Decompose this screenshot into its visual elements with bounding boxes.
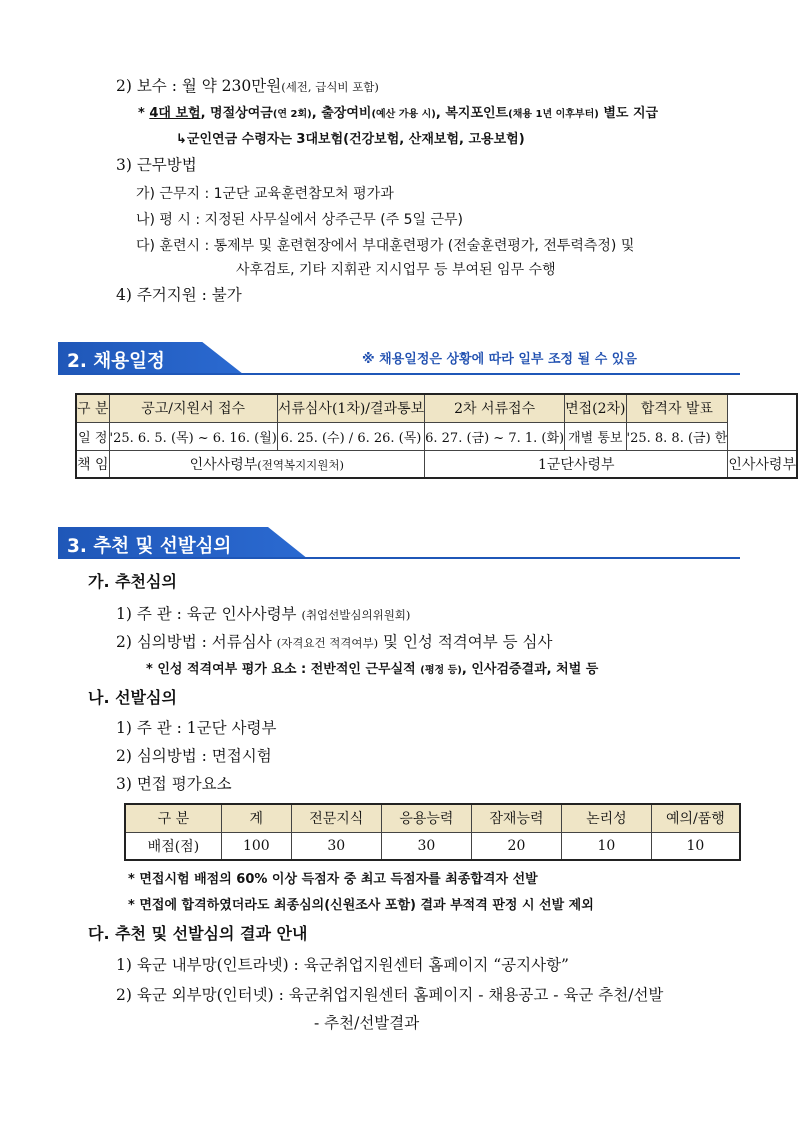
schedule-header-cell: 공고/지원서 접수 <box>109 394 277 422</box>
score-header-cell: 구 분 <box>125 804 221 832</box>
recommend-method-main: 2) 심의방법 : 서류심사 <box>116 633 277 651</box>
result-internet: 2) 육군 외부망(인터넷) : 육군취업지원센터 홈페이지 - 채용공고 - 육군 추천/선발 <box>116 986 664 1004</box>
recommend-organizer-note: (취업선발심의위원회) <box>301 608 411 622</box>
score-row <box>125 832 740 860</box>
score-label: 배점(점) <box>125 832 221 860</box>
schedule-dates-label: 일 정 <box>76 422 109 450</box>
pay-subnote: ↳군인연금 수령자는 3대보험(건강보험, 산재보험, 고용보험) <box>176 132 525 147</box>
work-normal: 나) 평 시 : 지정된 사무실에서 상주근무 (주 5일 근무) <box>136 212 464 228</box>
selection-criteria-title: 3) 면접 평가요소 <box>116 775 232 793</box>
pay-note-travel-detail: (예산 가용 시) <box>371 109 436 120</box>
recommend-method-note: (자격요건 적격여부) <box>276 636 379 650</box>
pay-note-travel: , 출장여비 <box>311 106 372 121</box>
section2-note: ※ 채용일정은 상황에 따라 일부 조정 될 수 있음 <box>362 352 637 367</box>
selection-title: 나. 선발심의 <box>88 688 177 707</box>
section3-header <box>58 527 308 559</box>
recommend-star-detail: (평정 등) <box>420 665 462 676</box>
work-title: 3) 근무방법 <box>116 156 197 174</box>
score-cell: 30 <box>381 832 471 860</box>
section2-header <box>58 342 243 374</box>
pay-note-insurance: 4대 보험 <box>149 106 201 121</box>
schedule-header-cell: 면접(2차) <box>565 394 626 422</box>
selection-organizer: 1) 주 관 : 1군단 사령부 <box>116 719 277 737</box>
score-header-cell: 계 <box>221 804 291 832</box>
score-table <box>124 803 741 861</box>
schedule-owner-1: 인사사령부 <box>189 456 258 473</box>
score-cell: 30 <box>291 832 381 860</box>
schedule-header-cell: 합격자 발표 <box>626 394 728 422</box>
pay-note-bonus-detail: (연 2회) <box>272 109 312 120</box>
work-place: 가) 근무지 : 1군단 교육훈련참모처 평가과 <box>136 186 394 202</box>
score-header-cell: 잠재능력 <box>471 804 561 832</box>
schedule-header-cell: 2차 서류접수 <box>425 394 565 422</box>
schedule-owner-1-note: (전역복지지원처) <box>257 457 344 472</box>
housing: 4) 주거지원 : 불가 <box>116 286 242 304</box>
recommend-star-note <box>146 660 598 681</box>
schedule-header-cell: 서류심사(1차)/결과통보 <box>277 394 424 422</box>
selection-note-2: * 면접에 합격하였더라도 최종심의(신원조사 포함) 결과 부적격 판정 시 선발 제외 <box>128 898 594 913</box>
score-cell: 20 <box>471 832 561 860</box>
pay-note-welfare: , 복지포인트 <box>435 106 509 121</box>
work-training-2: 사후검토, 기타 지휘관 지시업무 등 부여된 임무 수행 <box>236 262 556 278</box>
pay-note-welfare-detail: (채용 1년 이후부터) <box>508 109 599 120</box>
pay-note-separate: 별도 지급 <box>598 106 659 121</box>
schedule-dates-row <box>76 422 797 450</box>
schedule-table <box>75 393 798 479</box>
score-cell: 100 <box>221 832 291 860</box>
section3-title: 3. 추천 및 선발심의 <box>67 536 232 557</box>
pay-note-prefix: * <box>138 106 150 121</box>
pay-label: 2) 보수 : 월 약 230만원 <box>116 77 282 95</box>
section3-rule <box>58 557 740 559</box>
score-header-cell: 전문지식 <box>291 804 381 832</box>
recommend-method-tail: 및 인성 적격여부 등 심사 <box>378 633 553 651</box>
recommend-organizer <box>116 604 410 625</box>
recommend-star-tail: , 인사검증결과, 처벌 등 <box>461 662 599 677</box>
score-cell: 10 <box>651 832 740 860</box>
score-cell: 10 <box>561 832 651 860</box>
pay-note <box>138 104 658 125</box>
schedule-owner-label: 책 임 <box>76 450 109 478</box>
result-intranet: 1) 육군 내부망(인트라넷) : 육군취업지원센터 홈페이지 “공지사항” <box>116 956 569 974</box>
score-header-row <box>125 804 740 832</box>
recommend-organizer-main: 1) 주 관 : 육군 인사사령부 <box>116 605 302 623</box>
selection-method: 2) 심의방법 : 면접시험 <box>116 747 272 765</box>
schedule-date-cell: '25. 6. 5. (목) ~ 6. 16. (월) <box>109 422 277 450</box>
score-header-cell: 예의/품행 <box>651 804 740 832</box>
schedule-header-row <box>76 394 797 422</box>
schedule-date-cell: '25. 8. 8. (금) 한 <box>626 422 728 450</box>
schedule-owner-row <box>76 450 797 478</box>
result-title: 다. 추천 및 선발심의 결과 안내 <box>88 924 308 943</box>
schedule-owner-cell: 1군단사령부 <box>425 450 728 478</box>
schedule-date-cell: 개별 통보 <box>565 422 626 450</box>
schedule-owner-cell: 인사사령부 <box>728 450 797 478</box>
recommend-method <box>116 632 553 653</box>
result-internet-cont: - 추천/선발결과 <box>314 1014 420 1032</box>
work-training-1: 다) 훈련시 : 통제부 및 훈련현장에서 부대훈련평가 (전술훈련평가, 전투력측정) 및 <box>136 238 635 254</box>
pay-line <box>116 76 379 97</box>
schedule-date-cell: 6. 27. (금) ~ 7. 1. (화) <box>425 422 565 450</box>
section2-title: 2. 채용일정 <box>67 351 165 372</box>
recommend-star-main: * 인성 적격여부 평가 요소 : 전반적인 근무실적 <box>146 662 421 677</box>
recommend-title: 가. 추천심의 <box>88 572 177 591</box>
schedule-date-cell: 6. 25. (수) / 6. 26. (목) <box>277 422 424 450</box>
schedule-owner-cell <box>109 450 425 478</box>
pay-label-note: (세전, 급식비 포함) <box>281 80 379 94</box>
pay-note-bonus: , 명절상여금 <box>200 106 273 121</box>
schedule-header-cell: 구 분 <box>76 394 109 422</box>
score-header-cell: 응용능력 <box>381 804 471 832</box>
selection-note-1: * 면접시험 배점의 60% 이상 득점자 중 최고 득점자를 최종합격자 선발 <box>128 872 538 887</box>
section2-rule <box>58 373 740 375</box>
score-header-cell: 논리성 <box>561 804 651 832</box>
